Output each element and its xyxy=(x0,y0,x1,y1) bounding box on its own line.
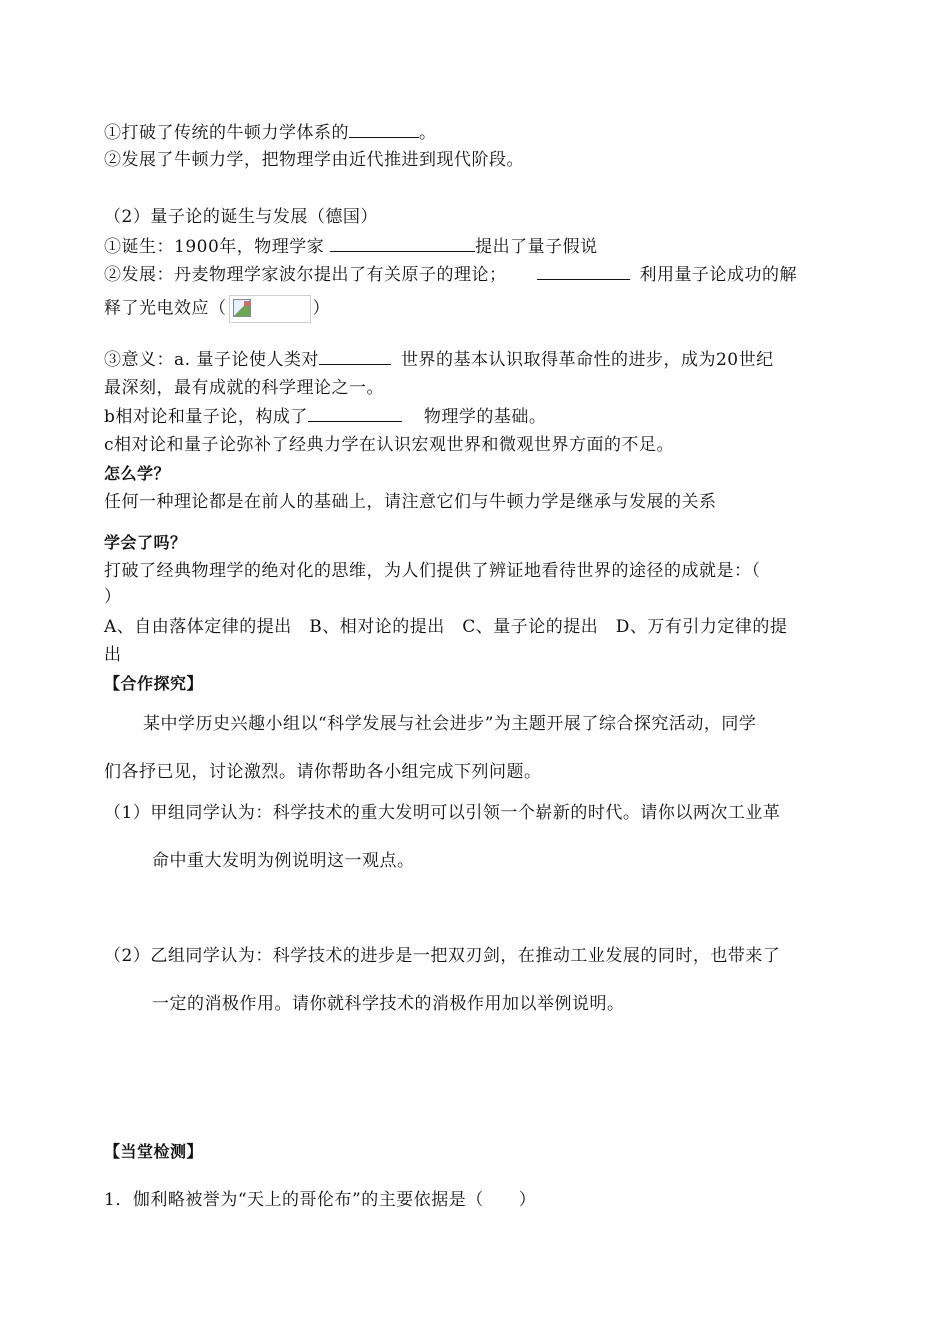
cooperation-q1: （1）甲组同学认为：科学技术的重大发明可以引领一个崭新的时代。请你以两次工业革 xyxy=(104,803,781,823)
relativity-item-1-end: 。 xyxy=(419,123,437,143)
answer-blank[interactable] xyxy=(537,263,630,280)
cooperation-intro-line2: 们各抒已见，讨论激烈。请你帮助各小组完成下列问题。 xyxy=(104,762,542,782)
quantum-meaning xyxy=(104,348,774,371)
cooperation-heading: 【合作探究】 xyxy=(104,674,204,693)
relativity-item-1-text: ①打破了传统的牛顿力学体系的 xyxy=(104,123,349,143)
quantum-heading: （2）量子论的诞生与发展（德国） xyxy=(104,207,378,227)
quantum-meaning-pre: ③意义：a. 量子论使人类对 xyxy=(104,350,319,370)
learned-question: 打破了经典物理学的绝对化的思维，为人们提供了辨证地看待世界的途径的成就是：（ xyxy=(104,561,761,581)
learned-options: A、自由落体定律的提出 B、相对论的提出 C、量子论的提出 D、万有引力定律的提 xyxy=(104,617,788,637)
quantum-development-line2 xyxy=(104,295,330,323)
quantum-dev-post: 利用量子论成功的解 xyxy=(639,265,797,285)
quantum-birth xyxy=(104,235,598,258)
relativity-item-2: ②发展了牛顿力学，把物理学由近代推进到现代阶段。 xyxy=(104,150,524,170)
quantum-development xyxy=(104,263,797,286)
how-to-learn-heading: 怎么学？ xyxy=(104,464,171,483)
cooperation-intro: 某中学历史兴趣小组以“科学发展与社会进步”为主题开展了综合探究活动，同学 xyxy=(143,714,757,734)
quantum-b-post: 物理学的基础。 xyxy=(423,407,547,427)
learned-heading: 学会了吗？ xyxy=(104,533,187,552)
class-test-q1: 1．伽利略被誉为“天上的哥伦布”的主要依据是（ ） xyxy=(104,1190,537,1210)
quantum-birth-pre: ①诞生：1900年，物理学家 xyxy=(104,237,325,257)
learned-question-line2: ） xyxy=(104,587,122,607)
cooperation-q2: （2）乙组同学认为：科学技术的进步是一把双刃剑，在推动工业发展的同时，也带来了 xyxy=(104,946,781,966)
answer-blank[interactable] xyxy=(319,348,391,365)
cooperation-q1-line2: 命中重大发明为例说明这一观点。 xyxy=(152,851,415,871)
answer-blank[interactable] xyxy=(330,235,475,252)
quantum-birth-post: 提出了量子假说 xyxy=(475,237,598,257)
relativity-item-1 xyxy=(104,121,437,144)
how-to-learn-text: 任何一种理论都是在前人的基础上，请注意它们与牛顿力学是继承与发展的关系 xyxy=(104,492,717,512)
answer-blank[interactable] xyxy=(308,405,402,422)
quantum-meaning-post: 世界的基本认识取得革命性的进步，成为20世纪 xyxy=(400,350,774,370)
broken-image-icon xyxy=(229,295,311,323)
quantum-c: c相对论和量子论弥补了经典力学在认识宏观世界和微观世界方面的不足。 xyxy=(104,435,675,455)
answer-blank[interactable] xyxy=(349,121,419,138)
quantum-dev-line2-pre: 释了光电效应（ xyxy=(104,298,227,319)
cooperation-q2-line2: 一定的消极作用。请你就科学技术的消极作用加以举例说明。 xyxy=(152,994,625,1014)
class-test-heading: 【当堂检测】 xyxy=(104,1142,204,1161)
learned-options-line2: 出 xyxy=(104,645,122,665)
quantum-b-pre: b相对论和量子论，构成了 xyxy=(104,407,308,427)
quantum-meaning-line2: 最深刻，最有成就的科学理论之一。 xyxy=(104,378,384,398)
quantum-b xyxy=(104,405,546,428)
quantum-dev-pre: ②发展：丹麦物理学家波尔提出了有关原子的理论； xyxy=(104,265,507,285)
quantum-dev-line2-post: ） xyxy=(312,298,330,319)
